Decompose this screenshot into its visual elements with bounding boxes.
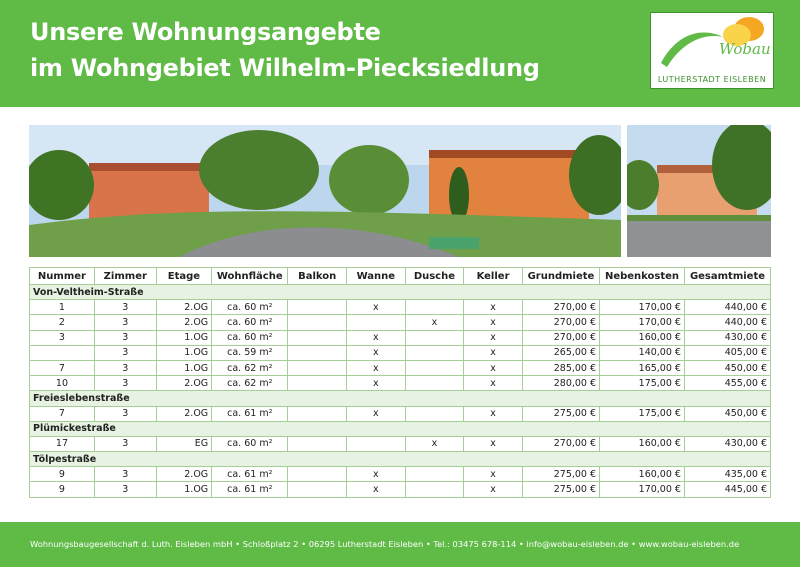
table-cell: x	[346, 360, 405, 375]
table-cell	[288, 406, 347, 421]
table-cell: 2.OG	[156, 406, 211, 421]
table-cell: 3	[94, 406, 156, 421]
table-row	[30, 376, 771, 391]
table-cell: 405,00 €	[684, 345, 770, 360]
table-row	[30, 406, 771, 421]
col-header-nummer: Nummer	[30, 268, 95, 285]
table-row	[30, 315, 771, 330]
table-cell: 160,00 €	[600, 330, 685, 345]
table-cell: x	[405, 315, 464, 330]
footer-contact: Wohnungsbaugesellschaft d. Luth. Eisleben mbH • Schloßplatz 2 • 06295 Lutherstadt Eisleben • Tel.: 03475 678-114 • info@wobau-eisleben.de • www.wobau-eisleben.de	[30, 539, 740, 549]
table-cell	[405, 330, 464, 345]
table-cell: 1	[30, 300, 95, 315]
page-title-line2: im Wohngebiet Wilhelm-Piecksiedlung	[30, 54, 540, 82]
table-cell: 160,00 €	[600, 467, 685, 482]
table-header-row	[30, 268, 771, 285]
table-cell: x	[464, 360, 523, 375]
table-cell: x	[464, 376, 523, 391]
col-header-dusche: Dusche	[405, 268, 464, 285]
page-title-line1: Unsere Wohnungsangebte	[30, 18, 381, 46]
table-cell: 450,00 €	[684, 406, 770, 421]
col-header-nebenkosten: Nebenkosten	[600, 268, 685, 285]
table-cell: 3	[94, 330, 156, 345]
table-cell: 3	[94, 436, 156, 451]
col-header-wanne: Wanne	[346, 268, 405, 285]
table-cell: 445,00 €	[684, 482, 770, 497]
table-cell: 175,00 €	[600, 376, 685, 391]
table-cell: 165,00 €	[600, 360, 685, 375]
table-cell: 9	[30, 482, 95, 497]
table-cell: 270,00 €	[522, 300, 599, 315]
table-cell	[405, 482, 464, 497]
table-cell	[288, 345, 347, 360]
table-cell	[288, 376, 347, 391]
table-cell: 2.OG	[156, 315, 211, 330]
table-cell: 175,00 €	[600, 406, 685, 421]
table-cell: 455,00 €	[684, 376, 770, 391]
section-row	[30, 452, 771, 467]
table-row	[30, 467, 771, 482]
table-cell	[288, 300, 347, 315]
section-name: Plümickestraße	[30, 421, 771, 436]
table-cell: x	[464, 436, 523, 451]
table-cell: 170,00 €	[600, 300, 685, 315]
footer-bar	[0, 522, 800, 567]
table-cell: ca. 62 m²	[212, 376, 288, 391]
table-cell: x	[346, 376, 405, 391]
table-cell	[405, 467, 464, 482]
table-cell	[288, 360, 347, 375]
col-header-grundmiete: Grundmiete	[522, 268, 599, 285]
table-cell: 170,00 €	[600, 315, 685, 330]
table-cell: 2	[30, 315, 95, 330]
table-cell	[30, 345, 95, 360]
table-cell: 170,00 €	[600, 482, 685, 497]
table-cell	[346, 436, 405, 451]
table-cell: 140,00 €	[600, 345, 685, 360]
logo-brand: Wobau	[719, 40, 771, 58]
table-cell	[288, 315, 347, 330]
table-cell: 2.OG	[156, 467, 211, 482]
table-cell: 265,00 €	[522, 345, 599, 360]
table-cell: ca. 61 m²	[212, 467, 288, 482]
table-cell: 10	[30, 376, 95, 391]
table-cell: x	[464, 482, 523, 497]
table-cell	[405, 360, 464, 375]
table-cell: 440,00 €	[684, 315, 770, 330]
table-cell: ca. 61 m²	[212, 482, 288, 497]
table-row	[30, 300, 771, 315]
col-header-zimmer: Zimmer	[94, 268, 156, 285]
table-cell: 275,00 €	[522, 406, 599, 421]
table-row	[30, 360, 771, 375]
table-cell: 3	[94, 482, 156, 497]
table-cell	[405, 345, 464, 360]
table-cell: x	[405, 436, 464, 451]
table-cell: ca. 59 m²	[212, 345, 288, 360]
table-cell: 3	[94, 467, 156, 482]
table-cell: 7	[30, 360, 95, 375]
table-cell: x	[464, 345, 523, 360]
table-cell: x	[346, 482, 405, 497]
table-cell: 160,00 €	[600, 436, 685, 451]
table-cell: x	[464, 406, 523, 421]
logo-swoosh-icon	[657, 23, 727, 71]
section-row	[30, 421, 771, 436]
col-header-gesamtmiete: Gesamtmiete	[684, 268, 770, 285]
table-cell: ca. 60 m²	[212, 436, 288, 451]
table-cell: ca. 61 m²	[212, 406, 288, 421]
table-cell: 270,00 €	[522, 315, 599, 330]
table-cell: EG	[156, 436, 211, 451]
table-cell: 450,00 €	[684, 360, 770, 375]
table-cell: x	[346, 300, 405, 315]
table-cell: 435,00 €	[684, 467, 770, 482]
table-cell: 1.OG	[156, 345, 211, 360]
table-cell: 280,00 €	[522, 376, 599, 391]
table-cell: 285,00 €	[522, 360, 599, 375]
table-cell: 7	[30, 406, 95, 421]
table-cell: 1.OG	[156, 360, 211, 375]
table-cell: 3	[94, 315, 156, 330]
table-cell: 3	[94, 300, 156, 315]
table-cell	[288, 330, 347, 345]
table-row	[30, 482, 771, 497]
table-cell	[346, 315, 405, 330]
table-cell: 2.OG	[156, 300, 211, 315]
table-cell: 3	[94, 360, 156, 375]
table-cell: x	[464, 330, 523, 345]
table-cell: 3	[94, 376, 156, 391]
table-cell: 270,00 €	[522, 436, 599, 451]
table-cell	[288, 467, 347, 482]
table-cell: x	[346, 330, 405, 345]
table-row	[30, 436, 771, 451]
col-header-balkon: Balkon	[288, 268, 347, 285]
section-name: Tölpestraße	[30, 452, 771, 467]
building-photo	[627, 125, 771, 257]
table-cell: 275,00 €	[522, 467, 599, 482]
table-cell	[405, 406, 464, 421]
section-name: Von-Veltheim-Straße	[30, 285, 771, 300]
table-cell: 3	[30, 330, 95, 345]
section-row	[30, 391, 771, 406]
table-cell	[405, 300, 464, 315]
section-name: Freieslebenstraße	[30, 391, 771, 406]
col-header-wohnflaeche: Wohnfläche	[212, 268, 288, 285]
table-cell	[405, 376, 464, 391]
table-cell: x	[346, 345, 405, 360]
section-row	[30, 285, 771, 300]
table-cell: ca. 60 m²	[212, 300, 288, 315]
table-cell: x	[464, 315, 523, 330]
table-cell: 17	[30, 436, 95, 451]
apartment-table	[29, 267, 771, 498]
table-cell: 275,00 €	[522, 482, 599, 497]
table-cell: 3	[94, 345, 156, 360]
table-cell: 2.OG	[156, 376, 211, 391]
table-row	[30, 345, 771, 360]
col-header-keller: Keller	[464, 268, 523, 285]
table-cell: x	[346, 467, 405, 482]
panorama-photo	[29, 125, 621, 257]
col-header-etage: Etage	[156, 268, 211, 285]
table-cell: 440,00 €	[684, 300, 770, 315]
table-row	[30, 330, 771, 345]
table-cell: x	[464, 300, 523, 315]
table-cell: ca. 60 m²	[212, 330, 288, 345]
table-body	[30, 285, 771, 498]
table-cell: 430,00 €	[684, 330, 770, 345]
table-cell: 9	[30, 467, 95, 482]
table-cell: 270,00 €	[522, 330, 599, 345]
table-cell	[288, 436, 347, 451]
table-cell: 1.OG	[156, 330, 211, 345]
header-banner	[0, 0, 800, 107]
table-cell: 430,00 €	[684, 436, 770, 451]
table-cell	[288, 482, 347, 497]
table-cell: ca. 60 m²	[212, 315, 288, 330]
wobau-logo	[650, 12, 774, 89]
logo-city: LUTHERSTADT EISLEBEN	[657, 75, 767, 84]
table-cell: 1.OG	[156, 482, 211, 497]
table-cell: x	[464, 467, 523, 482]
table-cell: x	[346, 406, 405, 421]
table-cell: ca. 62 m²	[212, 360, 288, 375]
